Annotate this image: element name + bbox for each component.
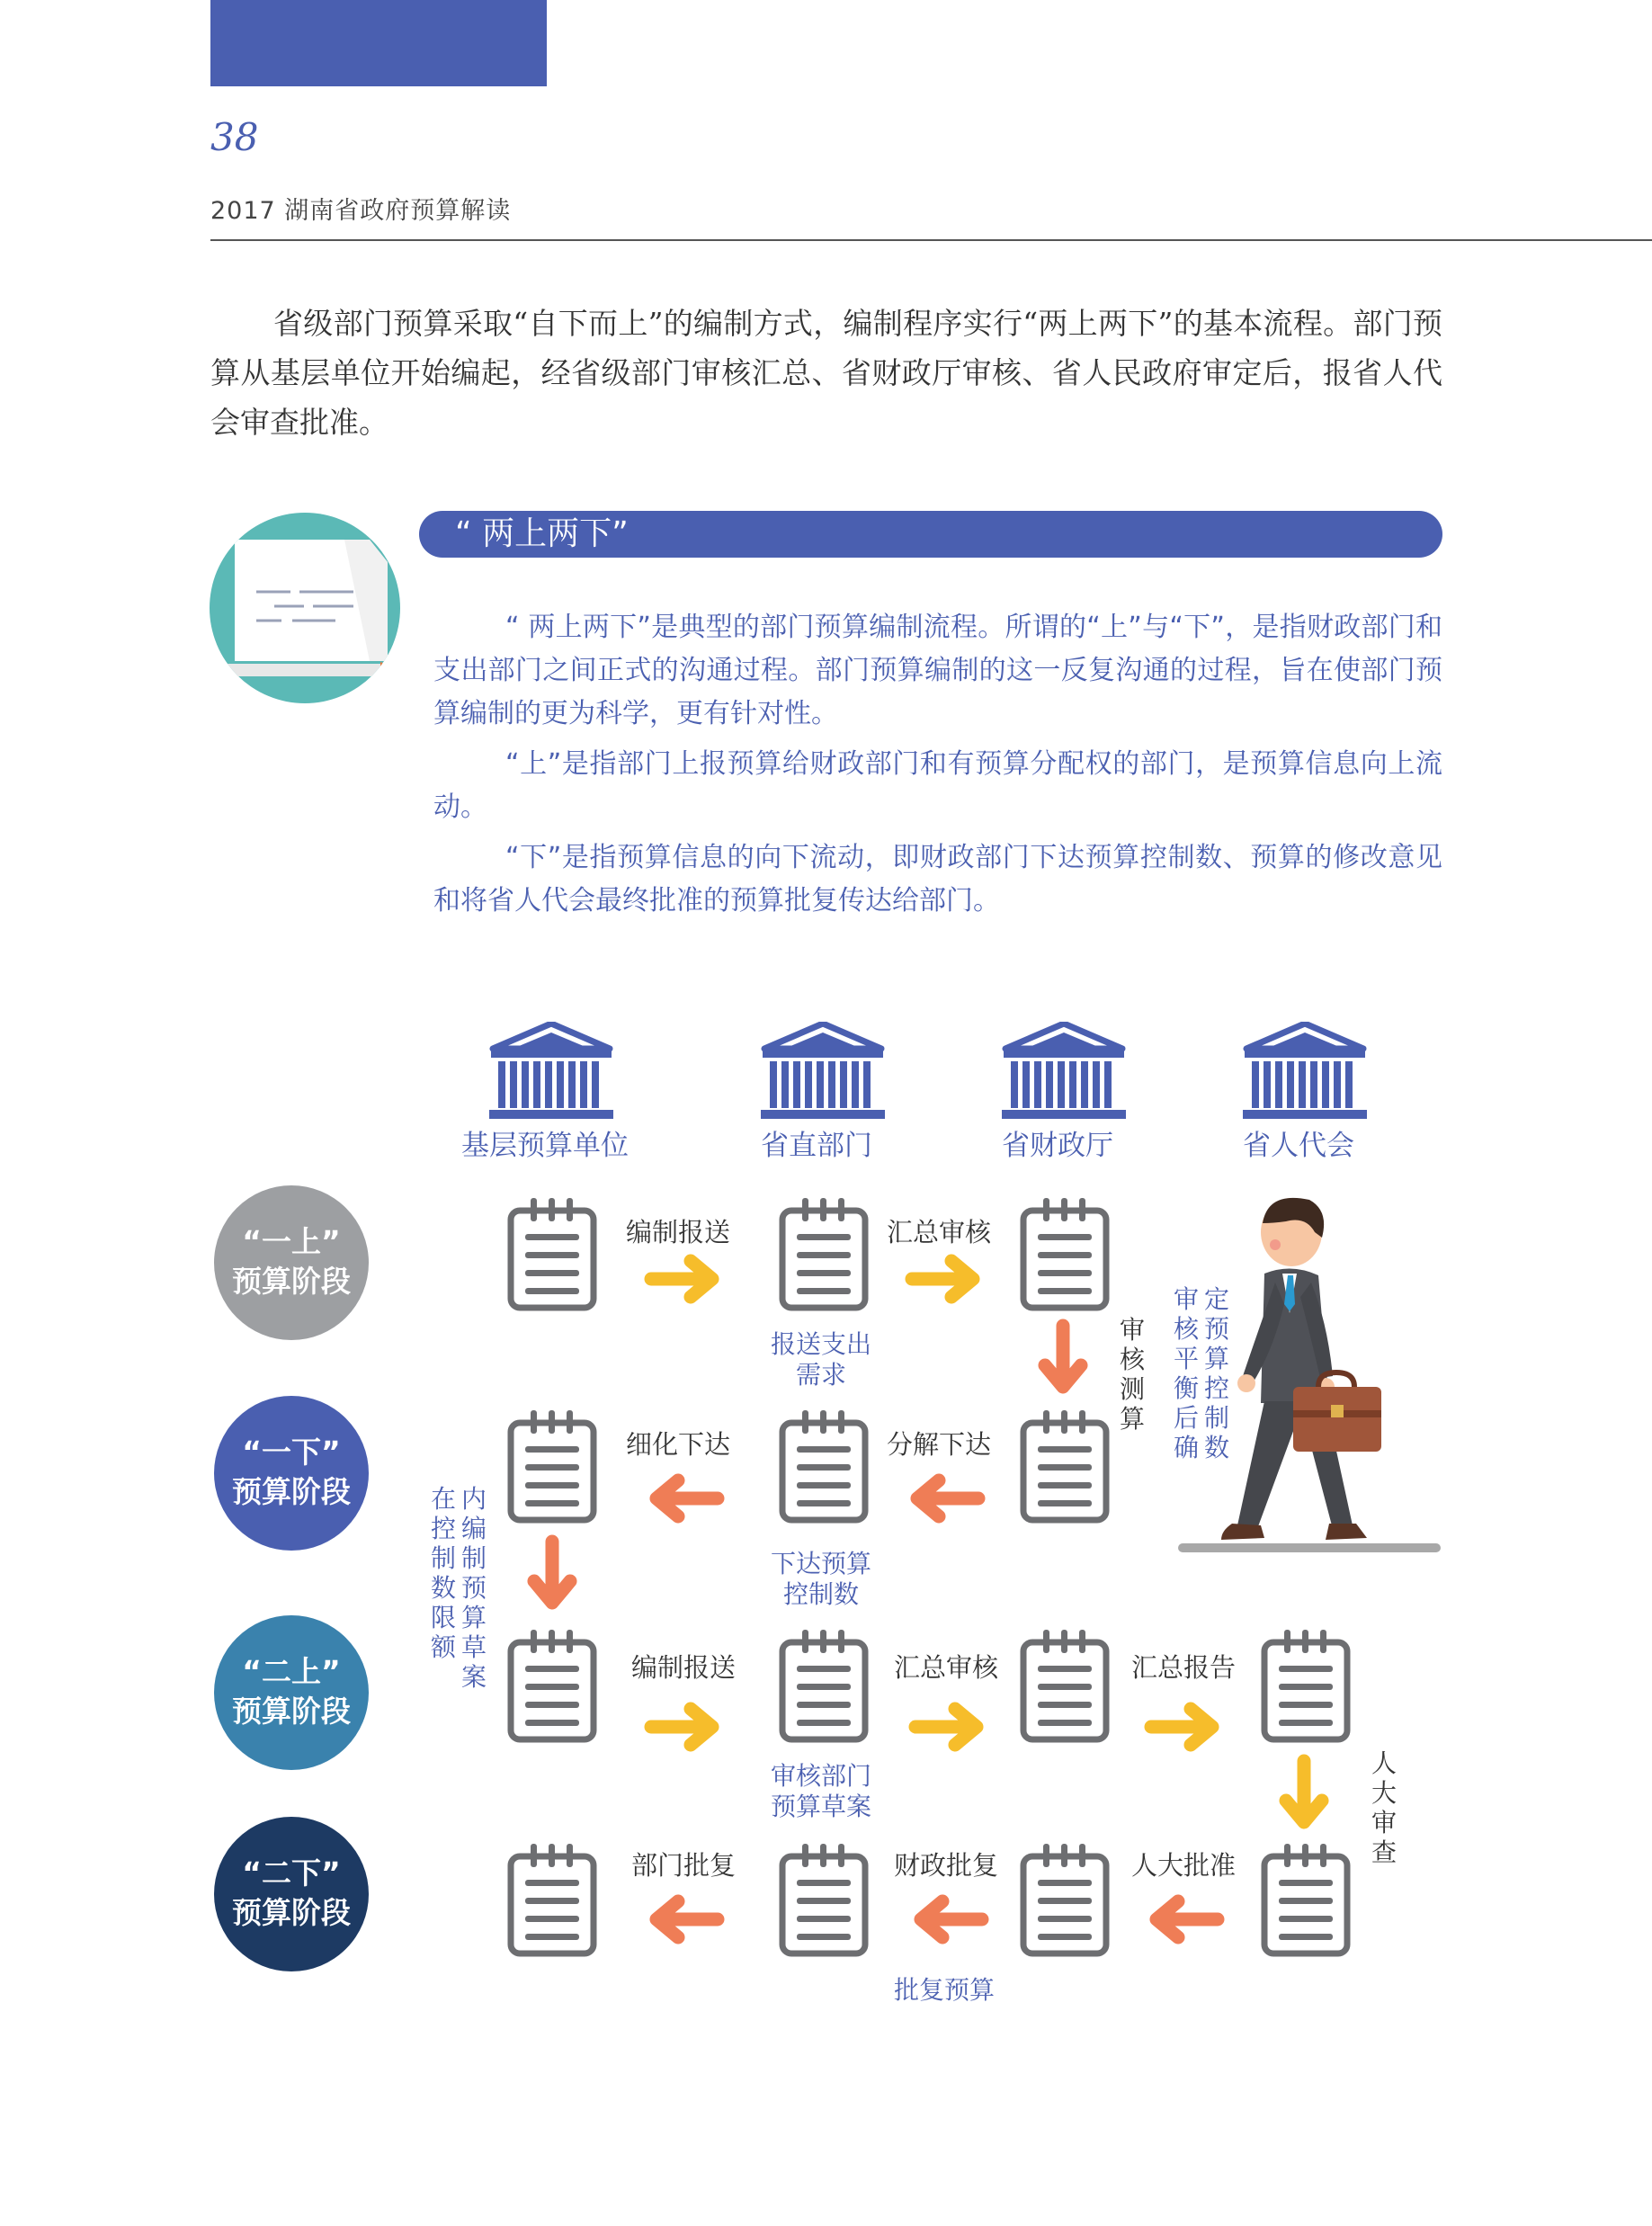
header-rule: [210, 239, 1652, 241]
bank-building-icon: [757, 1022, 889, 1121]
clipboard-icon: [779, 1842, 869, 1957]
running-title: 2017 湖南省政府预算解读: [210, 197, 512, 225]
clipboard-icon: [507, 1196, 597, 1311]
stage-quote: “一下”: [242, 1435, 341, 1470]
left-arrow-icon: [905, 1471, 986, 1525]
stage-label: 预算阶段: [232, 1474, 351, 1509]
concept-paragraph-2: “上”是指部门上报预算给财政部门和有预算分配权的部门，是预算信息向上流动。: [433, 748, 1442, 823]
right-arrow-icon: [644, 1252, 725, 1306]
down-arrow-icon: [525, 1534, 579, 1615]
right-arrow-icon: [908, 1700, 989, 1754]
clipboard-icon: [1261, 1842, 1351, 1957]
clipboard-icon: [1020, 1628, 1110, 1743]
vertical-note-npc-review: 人大审查: [1371, 1748, 1397, 1867]
document-icon: [210, 513, 400, 703]
note-approve-budget: 批复预算: [893, 1975, 995, 2005]
clipboard-icon: [779, 1196, 869, 1311]
step-label: 分解下达: [886, 1429, 991, 1460]
step-label: 人大批准: [1130, 1850, 1236, 1881]
concept-title-banner: “ 两上两下”: [419, 511, 1442, 558]
bank-building-icon: [998, 1022, 1130, 1121]
clipboard-icon: [507, 1628, 597, 1743]
step-label: 汇总审核: [886, 1217, 991, 1247]
intro-paragraph: 省级部门预算采取“自下而上”的编制方式，编制程序实行“两上两下”的基本流程。部门预算从基层单位开始编起，经省级部门审核汇总、省财政厅审核、省人民政府审定后，报省人代会审查批准。: [210, 306, 1442, 440]
vertical-note-review-calc: 审核测算: [1119, 1315, 1145, 1434]
stage-quote: “一上”: [242, 1224, 341, 1259]
entity-label-grassroots: 基层预算单位: [461, 1130, 629, 1162]
concept-paragraph-3: “下”是指预算信息的向下流动，即财政部门下达预算控制数、预算的修改意见和将省人代会最终批准的预算批复传达给部门。: [433, 842, 1442, 916]
down-arrow-icon: [1277, 1754, 1331, 1835]
stage-circle-second-down: [214, 1817, 369, 1971]
left-arrow-icon: [908, 1892, 989, 1946]
right-arrow-icon: [1144, 1700, 1225, 1754]
vertical-note-finalize-1: 审核平衡后确: [1173, 1284, 1199, 1462]
clipboard-icon: [507, 1408, 597, 1524]
clipboard-icon: [779, 1408, 869, 1524]
bank-building-icon: [486, 1022, 617, 1121]
clipboard-icon: [1261, 1628, 1351, 1743]
clipboard-icon: [1020, 1196, 1110, 1311]
bank-building-icon: [1239, 1022, 1371, 1121]
stage-label: 预算阶段: [232, 1264, 351, 1299]
stage-circle-first-down: [214, 1396, 369, 1551]
clipboard-icon: [779, 1628, 869, 1743]
clipboard-icon: [1020, 1842, 1110, 1957]
stage-circle-second-up: [214, 1615, 369, 1770]
left-arrow-icon: [644, 1471, 725, 1525]
document-illustration: [210, 513, 400, 703]
right-arrow-icon: [905, 1252, 986, 1306]
stage-quote: “二下”: [242, 1855, 341, 1891]
note-review-draft: 审核部门预算草案: [770, 1761, 871, 1821]
clipboard-icon: [1020, 1408, 1110, 1524]
vertical-note-draft-1: 在控制数限额: [430, 1484, 456, 1662]
entity-label-npc: 省人代会: [1243, 1130, 1354, 1162]
left-arrow-icon: [644, 1892, 725, 1946]
step-label: 编制报送: [625, 1217, 730, 1247]
stage-label: 预算阶段: [232, 1895, 351, 1930]
step-label: 财政批复: [893, 1850, 998, 1881]
concept-paragraph-1: “ 两上两下”是典型的部门预算编制流程。所谓的“上”与“下”，是指财政部门和支出部门之间正式的沟通过程。部门预算编制的这一反复沟通的过程，旨在使部门预算编制的更为科学，更有针对性。: [433, 612, 1442, 729]
step-label: 汇总审核: [893, 1652, 998, 1683]
businessman-illustration: [1174, 1196, 1444, 1574]
step-label: 部门批复: [630, 1850, 736, 1881]
stage-label: 预算阶段: [232, 1694, 351, 1729]
vertical-note-draft-2: 内编制预算草案: [460, 1484, 487, 1692]
stage-circle-first-up: [214, 1185, 369, 1340]
note-issue-control: 下达预算控制数: [770, 1549, 871, 1609]
right-arrow-icon: [644, 1700, 725, 1754]
stage-quote: “二上”: [242, 1654, 341, 1689]
down-arrow-icon: [1036, 1319, 1090, 1399]
step-label: 编制报送: [630, 1652, 736, 1683]
note-submit-demand: 报送支出需求: [770, 1329, 871, 1390]
page-number: 38: [210, 115, 259, 159]
top-color-block: [210, 0, 547, 86]
clipboard-icon: [507, 1842, 597, 1957]
vertical-note-finalize-2: 定预算控制数: [1203, 1284, 1229, 1462]
entity-label-finance-dept: 省财政厅: [1002, 1130, 1113, 1162]
entity-label-provincial-dept: 省直部门: [761, 1130, 872, 1162]
step-label: 细化下达: [625, 1429, 730, 1460]
step-label: 汇总报告: [1130, 1652, 1236, 1683]
left-arrow-icon: [1144, 1892, 1225, 1946]
